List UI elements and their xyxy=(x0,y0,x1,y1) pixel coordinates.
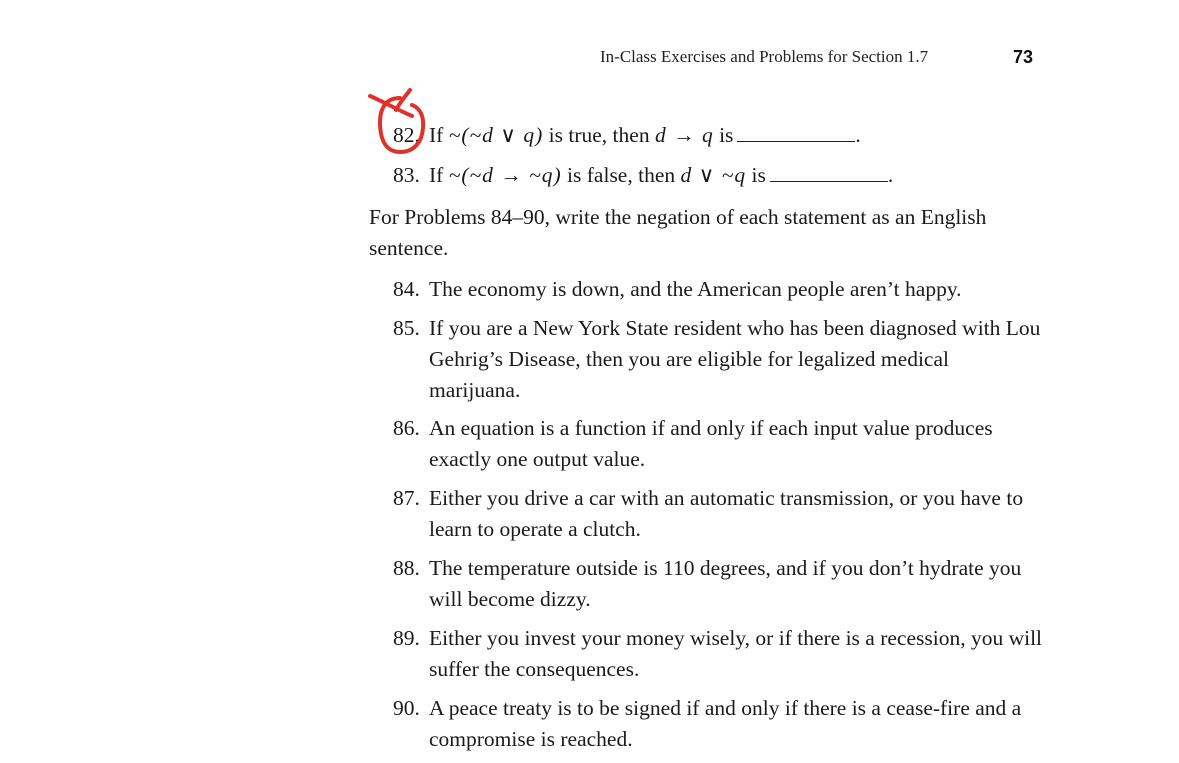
problem-text: The temperature outside is 110 degrees, and if you don’t hydrate you will become dizzy. xyxy=(429,556,1022,611)
problem-text-condition: is true, then xyxy=(548,123,650,147)
problem-90 xyxy=(393,693,1043,755)
problem-text: A peace treaty is to be signed if and only if there is a cease-fire and a compromise is reached. xyxy=(429,696,1022,751)
problem-text-is: is xyxy=(751,163,766,187)
problem-text: If you are a New York State resident who has been diagnosed with Lou Gehrig’s Disease, then you are eligible for legalized medical marijuana. xyxy=(429,316,1041,402)
problem-text-is: is xyxy=(719,123,734,147)
problem-number: 84. xyxy=(393,277,420,301)
logic-expression: ~(~d → ~q) xyxy=(448,163,562,187)
problem-text-if: If xyxy=(429,123,444,147)
problem-number: 86. xyxy=(393,416,420,440)
answer-blank xyxy=(770,163,888,182)
problem-number: 85. xyxy=(393,316,420,340)
problem-number: 83. xyxy=(393,163,420,187)
logic-target: d ∨ ~q xyxy=(680,163,747,187)
problem-number: 89. xyxy=(393,626,420,650)
problem-number: 87. xyxy=(393,486,420,510)
answer-blank xyxy=(737,123,855,142)
problem-88 xyxy=(393,553,1043,615)
problem-number: 88. xyxy=(393,556,420,580)
problem-87 xyxy=(393,483,1043,545)
problem-text: Either you invest your money wisely, or if there is a recession, you will suffer the consequences. xyxy=(429,626,1043,681)
section-instructions: For Problems 84–90, write the negation of each statement as an English sentence. xyxy=(369,205,987,260)
problem-text-if: If xyxy=(429,163,444,187)
period: . xyxy=(887,163,894,187)
logic-expression: ~(~d ∨ q) xyxy=(448,123,544,147)
problem-86 xyxy=(393,413,1043,475)
problem-number: 90. xyxy=(393,696,420,720)
page-number: 73 xyxy=(1013,47,1034,67)
problem-83 xyxy=(393,160,1043,191)
problem-82 xyxy=(393,120,1043,151)
problem-84 xyxy=(393,274,1043,305)
problem-text: Either you drive a car with an automatic transmission, or you have to learn to operate a clutch. xyxy=(429,486,1024,541)
logic-target: d → q xyxy=(654,123,714,147)
running-header: In-Class Exercises and Problems for Section 1.7 xyxy=(600,47,929,66)
problem-number: 82. xyxy=(393,123,420,147)
problem-text-condition: is false, then xyxy=(567,163,676,187)
problem-85 xyxy=(393,313,1043,406)
problem-text: The economy is down, and the American people aren’t happy. xyxy=(429,277,962,301)
period: . xyxy=(855,123,861,147)
problem-89 xyxy=(393,623,1043,685)
problem-text: An equation is a function if and only if each input value produces exactly one output value. xyxy=(429,416,993,471)
